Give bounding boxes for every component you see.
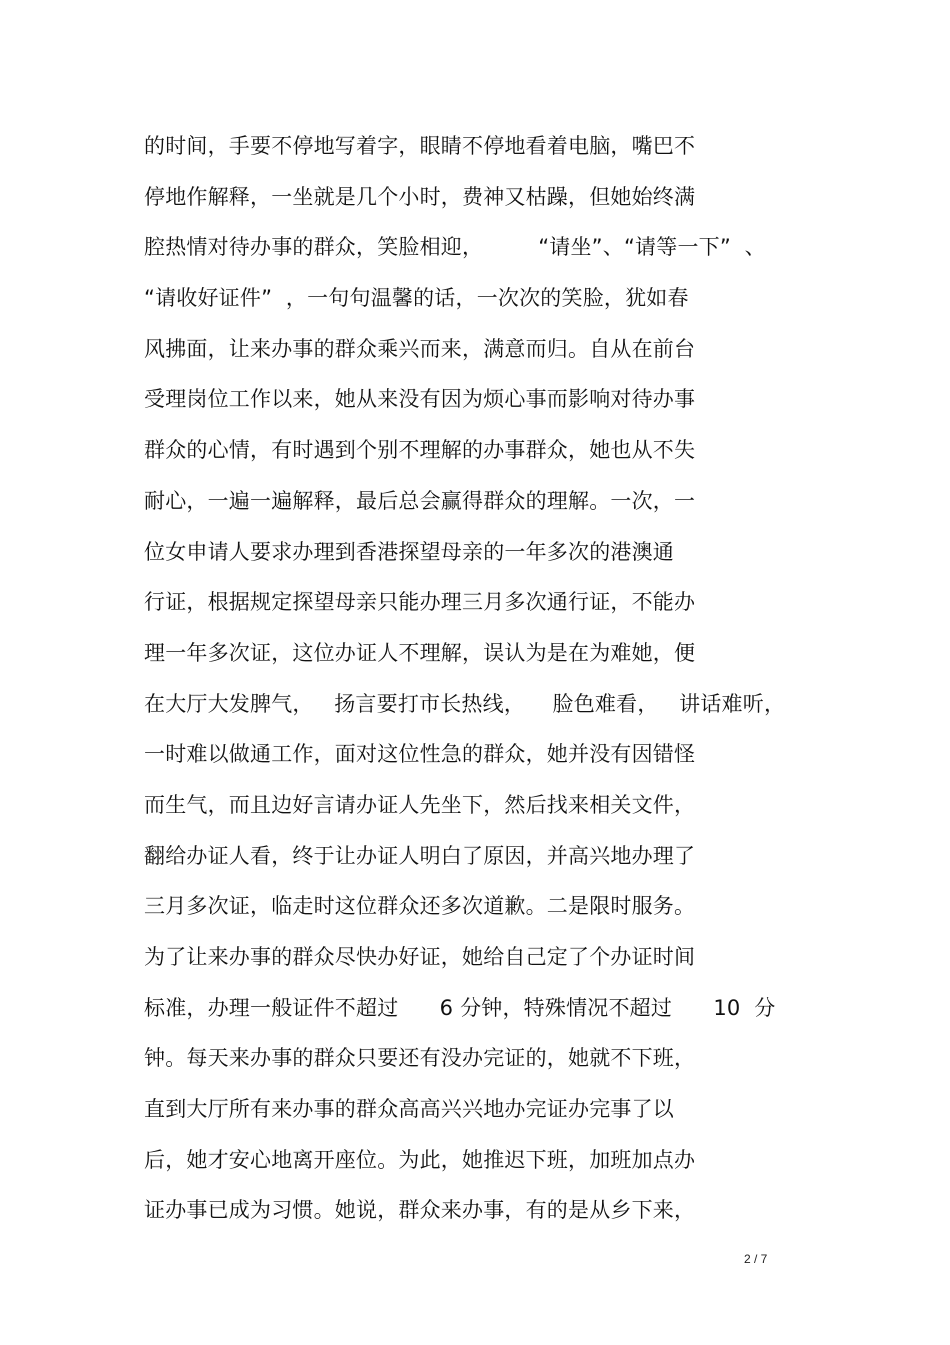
body-text — [144, 128, 824, 1243]
text-line: 翻给办证人看，终于让办证人明白了原因，并高兴地办理了 — [144, 843, 696, 868]
text-line: 一时难以做通工作，面对这位性急的群众，她并没有因错怪 — [144, 742, 696, 767]
page-number: 2 / 7 — [744, 1252, 768, 1266]
text-line: 的时间，手要不停地写着字，眼睛不停地看着电脑，嘴巴不 — [144, 134, 696, 158]
text-line: 直到大厅所有来办事的群众高高兴兴地办完证办完事了以 — [144, 1097, 674, 1122]
text-line: 钟。每天来办事的群众只要还有没办完证的，她就不下班， — [144, 1046, 696, 1071]
text-line: 标准，办理一般证件不超过 6 分钟，特殊情况不超过 10 分 — [144, 995, 776, 1020]
text-line: 位女申请人要求办理到香港探望母亲的一年多次的港澳通 — [144, 539, 674, 564]
text-line: 行证，根据规定探望母亲只能办理三月多次通行证，不能办 — [144, 590, 696, 615]
text-line: 而生气，而且边好言请办证人先坐下，然后找来相关文件， — [144, 792, 696, 817]
text-line: 群众的心情，有时遇到个别不理解的办事群众，她也从不失 — [144, 438, 696, 463]
text-line: 为了让来办事的群众尽快办好证，她给自己定了个办证时间 — [144, 945, 696, 969]
text-line: 耐心，一遍一遍解释，最后总会赢得群众的理解。一次，一 — [144, 488, 696, 513]
text-line: 停地作解释，一坐就是几个小时，费神又枯躁，但她始终满 — [144, 184, 696, 209]
text-line: 在大厅大发脾气， 扬言要打市长热线， 脸色难看， 讲话难听， — [144, 691, 786, 716]
text-line: 后，她才安心地离开座位。为此，她推迟下班，加班加点办 — [144, 1147, 696, 1172]
text-line: 证办事已成为习惯。她说，群众来办事，有的是从乡下来， — [144, 1198, 696, 1223]
text-line: 理一年多次证，这位办证人不理解，误认为是在为难她，便 — [144, 640, 696, 665]
text-line: “请收好证件” ，一句句温馨的话，一次次的笑脸，犹如春 — [144, 286, 689, 311]
text-line: 受理岗位工作以来，她从来没有因为烦心事而影响对待办事 — [144, 387, 696, 412]
text-line: 风拂面，让来办事的群众乘兴而来，满意而归。自从在前台 — [144, 336, 696, 361]
text-line: 腔热情对待办事的群众，笑脸相迎， “请坐”、“请等一下” 、 — [144, 235, 766, 260]
text-line: 三月多次证，临走时这位群众还多次道歉。二是限时服务。 — [144, 894, 696, 919]
